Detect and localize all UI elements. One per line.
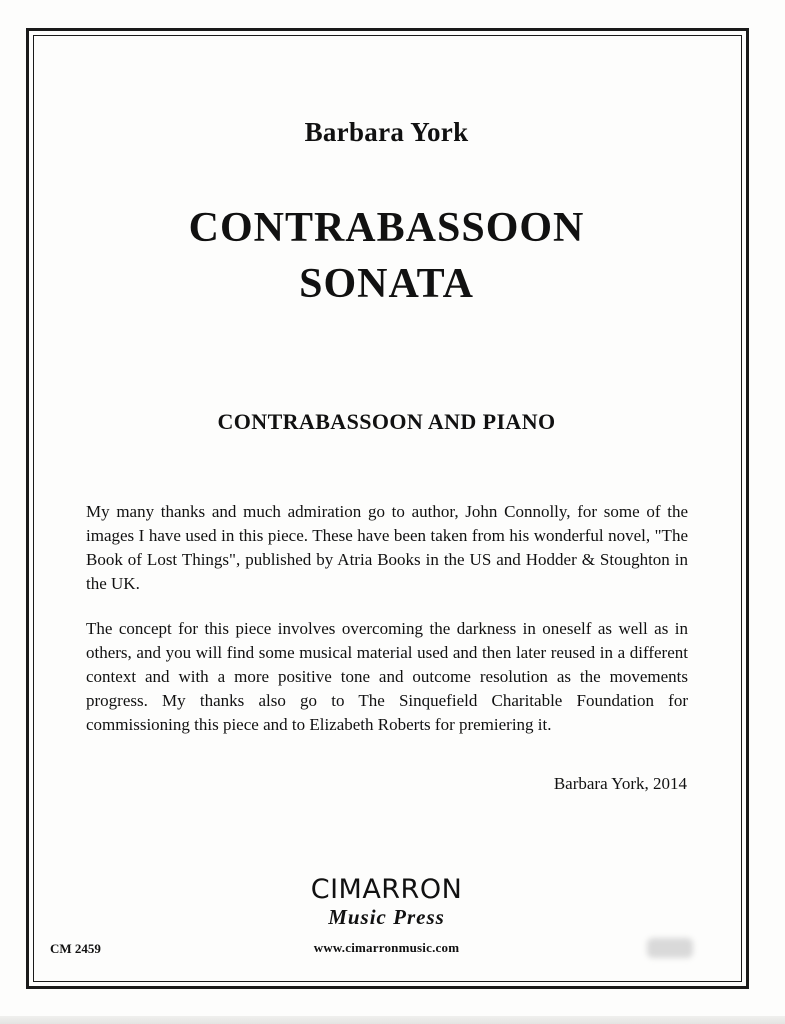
composer-name: Barbara York bbox=[304, 117, 469, 147]
page-bottom-edge bbox=[0, 1016, 785, 1024]
acknowledgement-paragraph: My many thanks and much admiration go to author, John Connolly, for some of the images I have used in this piece. These have been taken from his wonderful novel, "The Book of Lost Things", published by Atria Books in the US and Hodder & Stoughton in the UK. bbox=[86, 502, 688, 593]
publisher-website: www.cimarronmusic.com bbox=[313, 940, 460, 955]
instrumentation: CONTRABASSOON AND PIANO bbox=[217, 409, 556, 434]
catalog-number: CM 2459 bbox=[50, 941, 101, 956]
title-line-2: SONATA bbox=[299, 261, 474, 307]
publisher-logo-name: CIMARRON bbox=[310, 874, 463, 905]
title-line-1: CONTRABASSOON bbox=[188, 205, 585, 251]
publisher-logo-subtitle: Music Press bbox=[328, 905, 445, 929]
blurred-price-label bbox=[647, 938, 693, 958]
signature-line: Barbara York, 2014 bbox=[553, 774, 687, 793]
concept-paragraph: The concept for this piece involves overcoming the darkness in oneself as well as in others, and you will find some musical material used and then later reused in a different context and with a more positive tone and outcome resolution as the movements progress. My thanks also go to The Sinquefield Charitable Foundation for commissioning this piece and to Elizabeth Roberts for premiering it. bbox=[86, 619, 688, 734]
